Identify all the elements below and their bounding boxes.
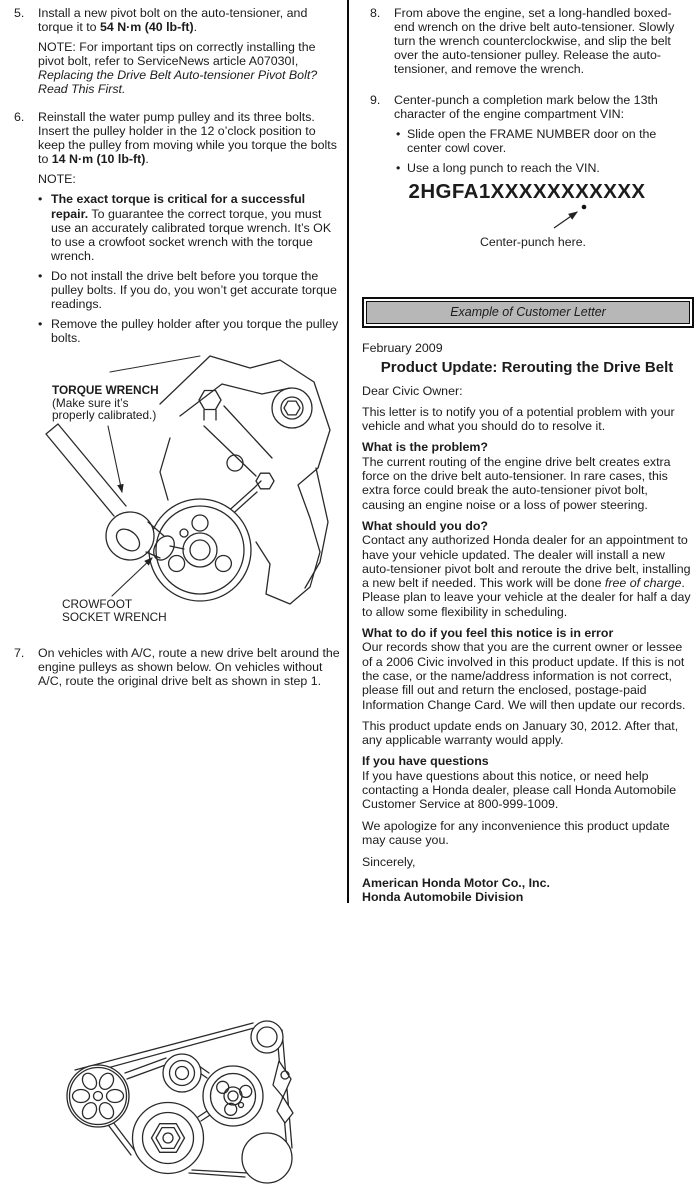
belt-routing-diagram <box>35 1001 345 1201</box>
step-9-bullet-1: • Slide open the FRAME NUMBER door on the center cowl cover. <box>396 127 657 156</box>
section-heading: What is the problem? <box>362 440 488 455</box>
bullet-icon: • <box>38 192 43 207</box>
letter-closing: Sincerely, <box>362 855 416 870</box>
step-7-number: 7. <box>14 646 25 660</box>
torque-wrench-label: TORQUE WRENCH (Make sure it’s properly calibrated.) <box>52 383 159 423</box>
step-6 <box>14 110 344 345</box>
customer-letter-banner <box>362 297 694 328</box>
bullet-icon: • <box>396 127 401 142</box>
section-body: Contact any authorized Honda dealer for an appointment to have your vehicle updated. The dealer will install a new auto-tensioner pivot bolt and reroute the drive belt, installing a new belt if needed. This work will be done free of charge. Please plan to leave your vehicle at the dealer for half a day to allow some flexibility in scheduling. <box>362 533 691 619</box>
step-6-body <box>38 110 344 345</box>
step-7 <box>14 646 344 688</box>
vin-value: 2HGFA1XXXXXXXXXXX <box>408 180 646 203</box>
section-heading: If you have questions <box>362 754 489 769</box>
letter-section-error <box>362 626 692 747</box>
step-6-text: Reinstall the water pump pulley and its three bolts. Insert the pulley holder in the 12 o’clock position to keep the pulley from moving while you torque the bolts to 14 N·m (10 lb-ft). <box>38 110 337 167</box>
step-8-number: 8. <box>370 6 381 20</box>
bullet-icon: • <box>38 268 43 283</box>
center-punch-caption: Center-punch here. <box>480 235 586 249</box>
step-9-number: 9. <box>370 93 381 107</box>
step-8 <box>370 6 692 76</box>
step-6-note-label: NOTE: <box>38 172 76 187</box>
letter-signature: American Honda Motor Co., Inc. Honda Automobile Division <box>362 875 550 904</box>
step-8-text: From above the engine, set a long-handled boxed-end wrench on the drive belt auto-tensioner. Slowly turn the wrench counterclockwise, and slip the belt over the auto-tensioner pulley. Release the auto-tensioner, and remove the wrench. <box>394 6 675 77</box>
letter-intro: This letter is to notify you of a potential problem with your vehicle and what you should do to resolve it. <box>362 404 675 434</box>
section-heading: What to do if you feel this notice is in error <box>362 626 614 641</box>
letter-section-what-to-do <box>362 519 692 619</box>
bullet-icon: • <box>396 161 401 176</box>
letter-salutation: Dear Civic Owner: <box>362 383 463 398</box>
section-heading: What should you do? <box>362 518 488 533</box>
step-9-bullet-2: • Use a long punch to reach the VIN. <box>396 161 600 176</box>
bullet-icon: • <box>38 317 43 332</box>
letter-section-problem <box>362 440 692 511</box>
crowfoot-socket-wrench-label: CROWFOOT SOCKET WRENCH <box>62 597 167 624</box>
step-9 <box>370 93 692 175</box>
step-7-text: On vehicles with A/C, route a new drive belt around the engine pulleys as shown below. On vehicles without A/C, route the original drive belt as shown in step 1. <box>38 646 340 689</box>
step-5-text: Install a new pivot bolt on the auto-tensioner, and torque it to 54 N·m (40 lb-ft). <box>38 6 308 35</box>
section-body: The current routing of the engine drive belt creates extra force on the drive belt auto-tensioner. In rare cases, this extra force could break the auto-tensioner pivot bolt, causing an engine noise or a loss of power steering. <box>362 454 671 512</box>
letter-title: Product Update: Rerouting the Drive Belt <box>380 359 674 377</box>
step-6-bullet-2: • Do not install the drive belt before you torque the pulley bolts. If you do, you won’t get accurate torque readings. <box>38 268 337 312</box>
center-punch-arrow <box>362 203 692 229</box>
step-6-number: 6. <box>14 110 25 124</box>
step-5-body <box>38 6 344 97</box>
vin-example <box>362 181 692 249</box>
customer-letter <box>362 341 692 904</box>
letter-section-questions <box>362 754 692 847</box>
section-body: We apologize for any inconvenience this product update may cause you. <box>362 818 670 847</box>
torque-wrench-diagram <box>18 342 348 642</box>
customer-letter-banner-label: Example of Customer Letter <box>366 301 690 324</box>
step-9-text: Center-punch a completion mark below the 13th character of the engine compartment VIN: <box>394 93 658 122</box>
belt-routing-diagram-art <box>35 1001 345 1201</box>
section-body: Our records show that you are the current owner or lessee of a 2006 Civic involved in this product update. If this is not the case, or the name/address information is not correct, please fill out and return the enclosed, postage-paid Information Change Card. We will then update our records. <box>362 640 686 712</box>
step-5-number: 5. <box>14 6 25 20</box>
letter-date: February 2009 <box>362 341 443 355</box>
step-9-body <box>394 93 692 175</box>
step-6-bullet-3: • Remove the pulley holder after you torque the pulley bolts. <box>38 317 339 346</box>
step-6-bullet-1: • The exact torque is critical for a successful repair. To guarantee the correct torque, you must use an accurately calibrated torque wrench. It’s OK to use a crowfoot socket wrench with the torque wrench. <box>38 192 332 263</box>
step-5 <box>14 6 344 97</box>
step-5-note: NOTE: For important tips on correctly installing the pivot bolt, refer to ServiceNews article A07030I, Replacing the Drive Belt Auto-tensioner Pivot Bolt? Read This First. <box>38 40 318 97</box>
section-body: If you have questions about this notice, or need help contacting a Honda dealer, please call Honda Automobile Customer Service at 800-999-1009. <box>362 768 677 812</box>
section-body: This product update ends on January 30, 2012. After that, any applicable warranty would apply. <box>362 718 679 748</box>
